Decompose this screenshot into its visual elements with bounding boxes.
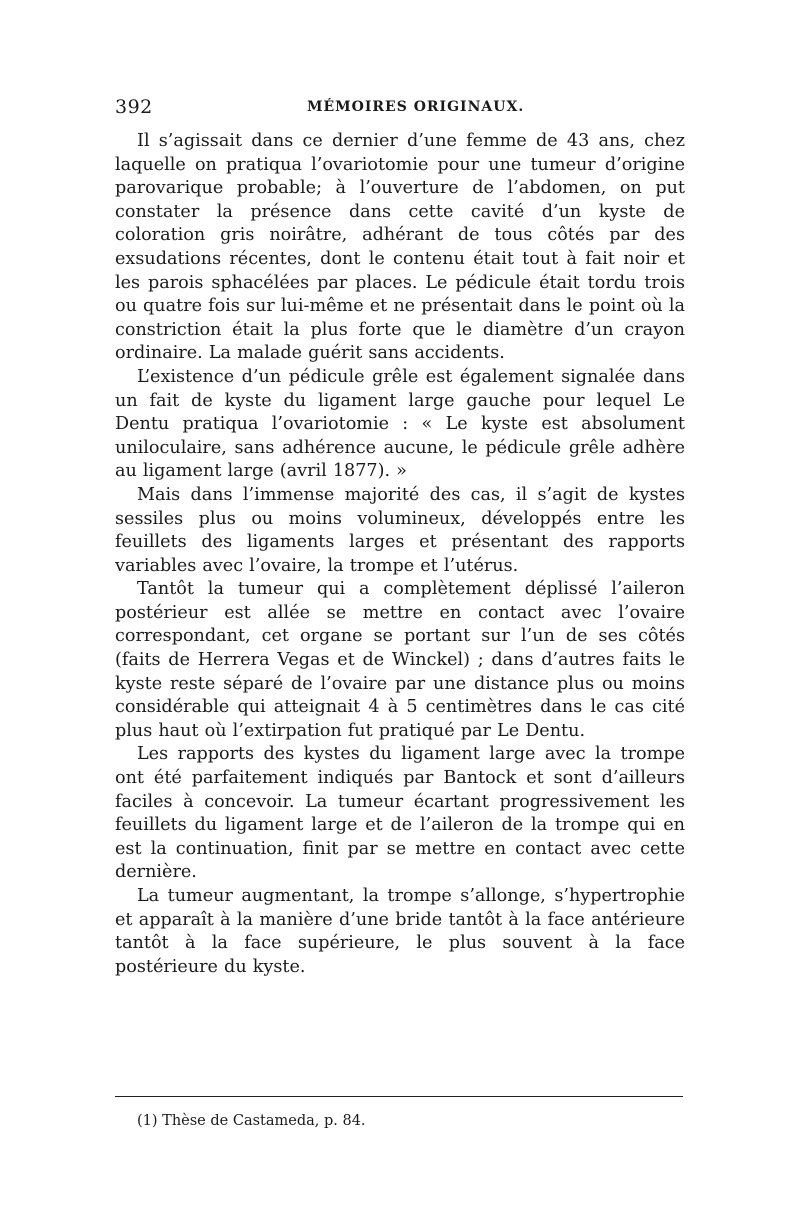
body-text (115, 130, 685, 979)
page-header (115, 96, 685, 124)
page-number: 392 (115, 96, 153, 118)
paragraph-4: Tantôt la tumeur qui a complètement déplissé l’aileron postérieur est allée se mettre en contact avec l’ovaire correspondant, cet organe se portant sur l’un de ses côtés (faits de Herrera Vegas et de Winckel) ; dans d’autres faits le kyste reste séparé de l’ovaire par une distance plus ou moins considérable qui atteignait 4 à 5 centimètres dans le cas cité plus haut où l’extirpation fut pratiqué par Le Dentu. (115, 579, 685, 741)
paragraph-2: L’existence d’un pédicule grêle est également signalée dans un fait de kyste du ligament large gauche pour lequel Le Dentu pratiqua l’ovariotomie : « Le kyste est absolument uniloculaire, sans adhérence aucune, le pédicule grêle adhère au ligament large (avril 1877). » (115, 366, 685, 482)
paragraph-1: Il s’agissait dans ce dernier d’une femme de 43 ans, chez laquelle on pratiqua l’ovariotomie pour une tumeur d’origine parovarique probable; à l’ouverture de l’abdomen, on put constater la présence dans cette cavité d’un kyste de coloration gris noirâtre, adhérant de tous côtés par des exsudations récentes, dont le contenu était tout à fait noir et les parois sphacélées par places. Le pédicule était tordu trois ou quatre fois sur lui-même et ne présentait dans le point où la constriction était la plus forte que le diamètre d’un crayon ordinaire. La malade guérit sans accidents. (115, 131, 685, 364)
paragraph-5: Les rapports des kystes du ligament large avec la trompe ont été parfaitement indiqués par Bantock et sont d’ailleurs faciles à concevoir. La tumeur écartant progressivement les feuillets du ligament large et de l’aileron de la trompe qui en est la continuation, finit par se mettre en contact avec cette dernière. (115, 744, 685, 883)
paragraph-6: La tumeur augmentant, la trompe s’allonge, s’hypertrophie et apparaît à la manière d’une bride tantôt à la face antérieure tantôt à la face supérieure, le plus souvent à la face postérieure du kyste. (115, 886, 685, 977)
running-title: MÉMOIRES ORIGINAUX. (307, 99, 525, 115)
footnote-divider (115, 1096, 683, 1097)
paragraph-3: Mais dans l’immense majorité des cas, il s’agit de kystes sessiles plus ou moins volumineux, développés entre les feuillets des ligaments larges et présentant des rapports variables avec l’ovaire, la trompe et l’utérus. (115, 484, 685, 576)
footnote: (1) Thèse de Castameda, p. 84. (137, 1113, 366, 1129)
